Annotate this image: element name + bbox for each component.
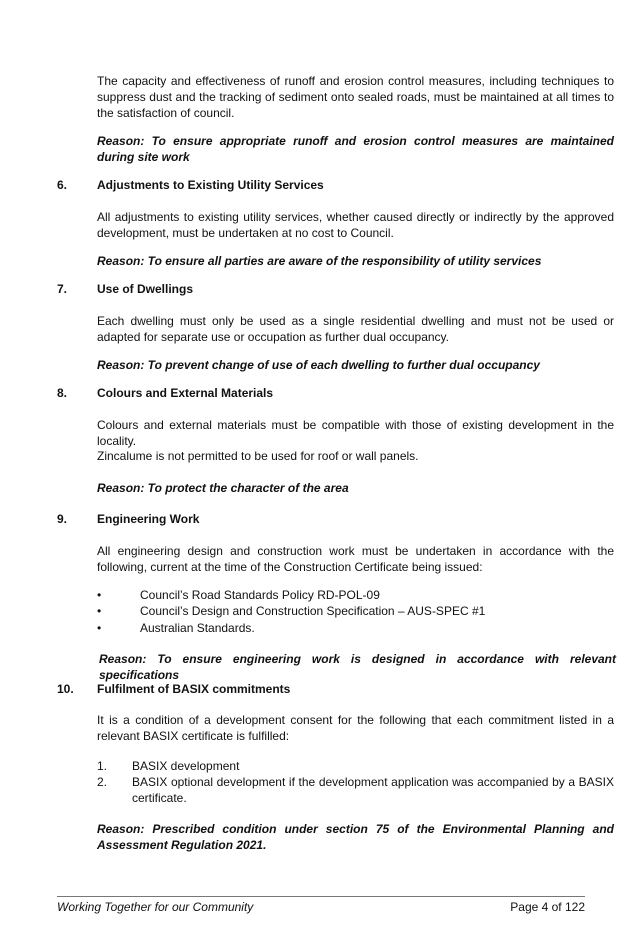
list-item: Australian Standards.: [140, 621, 255, 635]
condition-7-number: 7.: [57, 282, 68, 296]
condition-9-text: All engineering design and construction work must be undertaken in accordance with the following, current at the time of the Construction Certificate being issued:: [97, 544, 614, 574]
footer-divider: [57, 896, 585, 897]
condition-9-title: Engineering Work: [97, 512, 200, 526]
condition-9-reason: Reason: To ensure engineering work is designed in accordance with relevant specifications: [99, 652, 616, 682]
ordered-item: BASIX optional development if the development application was accompanied by a BASIX certificate.: [132, 775, 614, 805]
runoff-paragraph: The capacity and effectiveness of runoff and erosion control measures, including techniques to suppress dust and the tracking of sediment onto sealed roads, must be maintained at all times to the satisfaction of council.: [97, 74, 614, 120]
condition-6-reason: Reason: To ensure all parties are aware of the responsibility of utility services: [97, 254, 542, 268]
condition-10-number: 10.: [57, 682, 74, 696]
bullet-marker: •: [97, 588, 102, 602]
condition-7-reason: Reason: To prevent change of use of each dwelling to further dual occupancy: [97, 358, 540, 372]
condition-8-number: 8.: [57, 386, 68, 400]
condition-9-number: 9.: [57, 512, 68, 526]
condition-6-title: Adjustments to Existing Utility Services: [97, 178, 324, 192]
condition-8-reason: Reason: To protect the character of the area: [97, 481, 349, 495]
condition-8-text-2: Zincalume is not permitted to be used for roof or wall panels.: [97, 449, 419, 463]
condition-7-title: Use of Dwellings: [97, 282, 194, 296]
bullet-marker: •: [97, 621, 102, 635]
condition-10-text: It is a condition of a development consent for the following that each commitment listed in a relevant BASIX certificate is fulfilled:: [97, 713, 614, 743]
ordered-item-number: 2.: [97, 775, 108, 789]
footer-tagline: Working Together for our Community: [57, 900, 254, 914]
list-item: Council’s Design and Construction Specification – AUS-SPEC #1: [140, 604, 486, 618]
condition-10-title: Fulfilment of BASIX commitments: [97, 682, 291, 696]
condition-10-reason: Reason: Prescribed condition under section 75 of the Environmental Planning and Assessment Regulation 2021.: [97, 822, 614, 852]
runoff-reason: Reason: To ensure appropriate runoff and erosion control measures are maintained during site work: [97, 134, 614, 164]
ordered-item-number: 1.: [97, 759, 108, 773]
condition-7-text: Each dwelling must only be used as a single residential dwelling and must not be used or adapted for separate use or occupation as further dual occupancy.: [97, 314, 614, 344]
ordered-item: BASIX development: [132, 759, 240, 773]
list-item: Council’s Road Standards Policy RD-POL-09: [140, 588, 380, 602]
bullet-marker: •: [97, 604, 102, 618]
condition-6-text: All adjustments to existing utility services, whether caused directly or indirectly by the approved development, must be undertaken at no cost to Council.: [97, 210, 614, 240]
page-number: Page 4 of 122: [510, 900, 585, 914]
condition-8-title: Colours and External Materials: [97, 386, 274, 400]
condition-8-text-1: Colours and external materials must be compatible with those of existing development in the locality.: [97, 418, 614, 448]
condition-6-number: 6.: [57, 178, 68, 192]
